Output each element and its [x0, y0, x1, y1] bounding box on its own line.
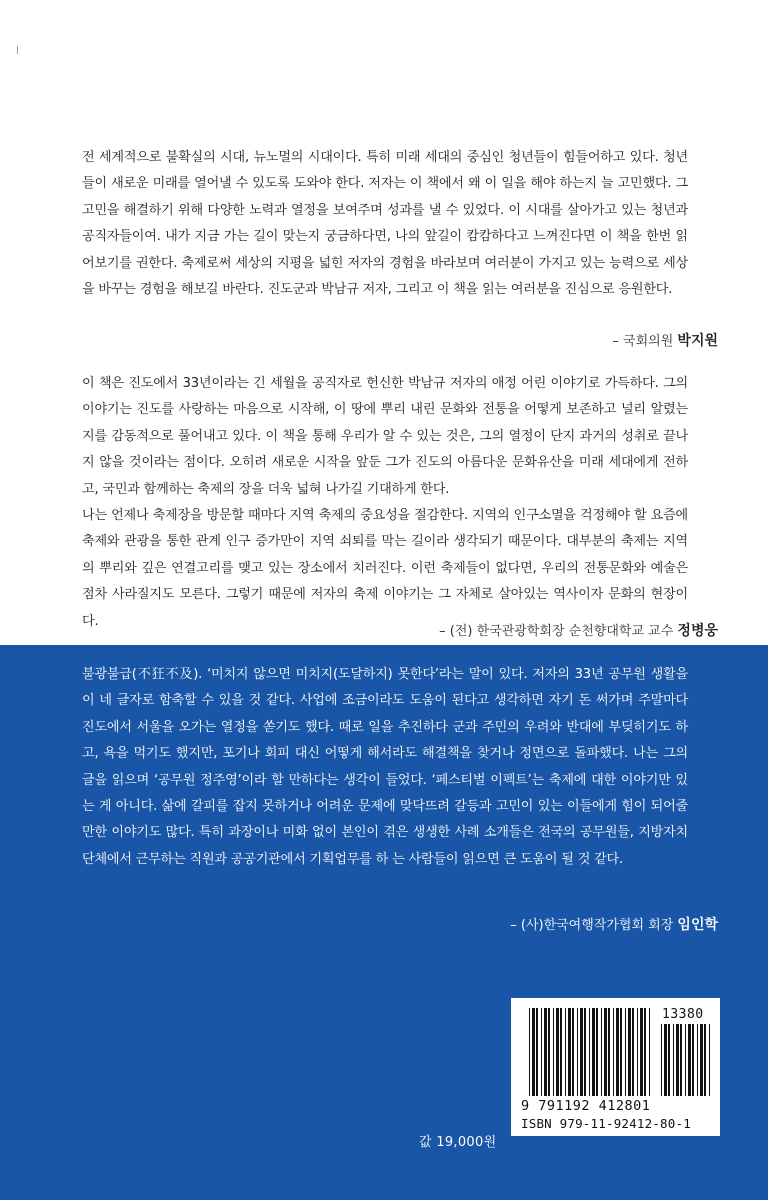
barcode-bar — [640, 1008, 643, 1096]
review-3 — [82, 662, 688, 873]
barcode-bar — [577, 1008, 578, 1096]
review-1-signature-prefix: – 국회의원 — [612, 334, 674, 349]
barcode-bar — [680, 1024, 682, 1096]
barcode-bar — [700, 1024, 703, 1096]
barcode-addon-number: 13380 — [662, 1007, 704, 1022]
edge-tick-mark — [17, 46, 18, 54]
barcode-bar — [544, 1008, 547, 1096]
barcode-bar — [664, 1024, 667, 1096]
barcode-bar — [628, 1008, 631, 1096]
review-3-signature — [510, 914, 718, 934]
barcode-bar — [709, 1024, 710, 1096]
barcode-bar — [668, 1024, 670, 1096]
barcode-bar — [637, 1008, 638, 1096]
barcode-bar — [532, 1008, 535, 1096]
barcode-bar — [589, 1008, 590, 1096]
review-1-signature-name: 박지원 — [677, 333, 718, 349]
barcode-bar — [697, 1024, 698, 1096]
barcode-bar — [661, 1024, 662, 1096]
barcode-bar — [704, 1024, 706, 1096]
review-2-signature — [439, 620, 718, 640]
review-3-text: 불광불급(不狂不及). ‘미치지 않으면 미치지(도달하지) 못한다’라는 말이 있다. 저자의 33년 공무원 생활을 이 네 글자로 함축할 수 있을 것 같다. 사업에 조금이라도 도움이 된다고 생각하면 자기 돈 써가며 주말마다 진도에서 서울을 오가는 열정을 쏟기도 했다. 때로 일을 추진하다 군과 주민의 우려와 반대에 부딪히기도 하고, 욕을 먹기도 했지만, 포기나 회피 대신 어떻게 해서라도 해결책을 찾거나 정면으로 돌파했다. 나는 그의 글을 읽으며 ‘공무원 정주영’이라 할 만하다는 생각이 들었다. ‘페스티벌 이펙트’는 축제에 대한 이야기만 있는 게 아니다. 삶에 갈피를 잡지 못하거나 어려운 문제에 맞닥뜨려 갈등과 고민이 있는 이들에게 힘이 되어줄 만한 이야기도 많다. 특히 과장이나 미화 없이 본인이 겪은 생생한 사례 소개들은 전국의 공무원들, 지방자치단체에서 근무하는 직원과 공공기관에서 기획업무를 하 는 사람들이 읽으면 큰 도움이 될 것 같다. — [82, 667, 688, 867]
barcode-bar — [560, 1008, 562, 1096]
barcode-bar — [692, 1024, 694, 1096]
barcode-bar — [625, 1008, 626, 1096]
barcode-bar — [676, 1024, 679, 1096]
barcode-bar — [553, 1008, 554, 1096]
barcode-bar — [541, 1008, 542, 1096]
barcode-bar — [608, 1008, 610, 1096]
barcode-bar — [536, 1008, 538, 1096]
barcode-bar — [616, 1008, 619, 1096]
review-2-signature-name: 정병웅 — [677, 623, 718, 639]
barcode-bar — [604, 1008, 607, 1096]
review-2-paragraph-2: 나는 언제나 축제장을 방문할 때마다 지역 축제의 중요성을 절감한다. 지역의 인구소멸을 걱정해야 할 요즘에 축제와 관광을 통한 관계 인구 증가만이 지역 쇠퇴를 막는 길이라 생각되기 때문이다. 대부분의 축제는 지역의 뿌리와 깊은 연결고리를 맺고 있는 장소에서 치러진다. 이런 축제들이 없다면, 우리의 전통문화와 예술은 점차 사라질지도 모른다. 그렇기 때문에 저자의 축제 이야기는 그 자체로 살아있는 역사이자 문화의 현장이다. — [82, 508, 688, 629]
barcode-bar — [568, 1008, 571, 1096]
review-1-text: 전 세계적으로 불확실의 시대, 뉴노멀의 시대이다. 특히 미래 세대의 중심인 청년들이 힘들어하고 있다. 청년들이 새로운 미래를 열어낼 수 있도록 도와야 한다. 저자는 이 책에서 왜 이 일을 해야 하는지 늘 고민했다. 그 고민을 해결하기 위해 다양한 노력과 열정을 보여주며 성과를 낼 수 있었다. 이 시대를 살아가고 있는 청년과 공직자들이여. 내가 지금 가는 길이 맞는지 궁금하다면, 나의 앞길이 캄캄하다고 느껴진다면 이 책을 한번 읽어보기를 권한다. 축제로써 세상의 지평을 넓힌 저자의 경험을 바라보며 여러분이 가지고 있는 능력으로 세상을 바꾸는 경험을 해보길 바란다. 진도군과 박남규 저자, 그리고 이 책을 읽는 여러분을 진심으로 응원한다. — [82, 150, 688, 298]
review-3-signature-name: 임인학 — [677, 917, 718, 933]
barcode-bar — [529, 1008, 530, 1096]
review-2-signature-prefix: – (전) 한국관광학회장 순천향대학교 교수 — [439, 624, 674, 639]
review-1-signature — [612, 330, 718, 350]
barcode-bar — [649, 1008, 650, 1096]
review-2 — [82, 371, 688, 635]
barcode-bar — [620, 1008, 622, 1096]
barcode-bar — [685, 1024, 686, 1096]
isbn-text: ISBN 979-11-92412-80-1 — [521, 1116, 691, 1131]
barcode-number: 9 791192 412801 — [521, 1098, 651, 1114]
barcode-bar — [565, 1008, 566, 1096]
barcode-bar — [673, 1024, 674, 1096]
barcode-bar — [601, 1008, 602, 1096]
barcode-bar — [572, 1008, 574, 1096]
review-1 — [82, 145, 688, 303]
barcode-bar — [644, 1008, 646, 1096]
barcode-bar — [632, 1008, 634, 1096]
barcode-bar — [548, 1008, 550, 1096]
barcode-panel — [511, 998, 720, 1136]
barcode-bar — [613, 1008, 614, 1096]
barcode-bar — [596, 1008, 598, 1096]
price-label: 값 19,000원 — [419, 1135, 497, 1150]
barcode-bar — [580, 1008, 583, 1096]
barcode-bar — [556, 1008, 559, 1096]
barcode-main-bars — [529, 1008, 650, 1096]
barcode-bar — [592, 1008, 595, 1096]
review-3-signature-prefix: – (사)한국여행작가협회 회장 — [510, 918, 674, 933]
barcode-addon-bars — [661, 1024, 710, 1096]
barcode-bar — [584, 1008, 586, 1096]
review-2-paragraph-1: 이 책은 진도에서 33년이라는 긴 세월을 공직자로 헌신한 박남규 저자의 애정 어린 이야기로 가득하다. 그의 이야기는 진도를 사랑하는 마음으로 시작해, 이 땅에 뿌리 내린 문화와 전통을 어떻게 보존하고 널리 알렸는지를 감동적으로 풀어내고 있다. 이 책을 통해 우리가 알 수 있는 것은, 그의 열정이 단지 과거의 성취로 끝나지 않을 것이라는 점이다. 오히려 새로운 시작을 앞둔 그가 진도의 아름다운 문화유산을 미래 세대에게 전하고, 국민과 함께하는 축제의 장을 더욱 넓혀 나가길 기대하게 한다. — [82, 376, 688, 497]
barcode-bar — [688, 1024, 691, 1096]
